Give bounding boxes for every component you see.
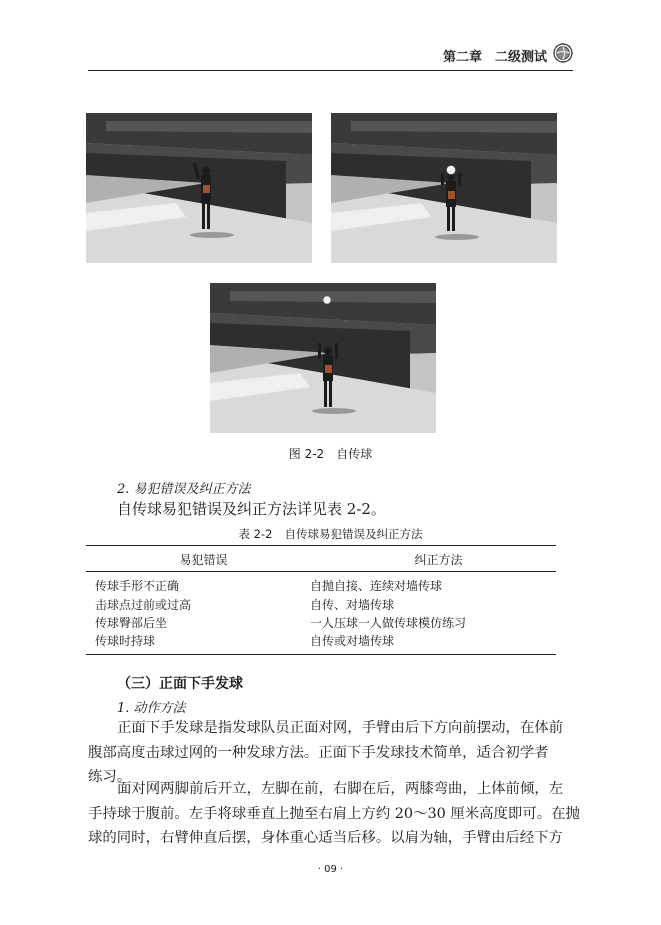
table-row — [86, 577, 556, 596]
table-row — [86, 632, 556, 651]
section-heading: （三）正面下手发球 — [117, 676, 243, 692]
table-row — [86, 614, 556, 633]
volleyball-emblem-icon — [553, 43, 573, 63]
figure-label: 图 2-2 — [288, 447, 325, 461]
photo-set-position — [86, 113, 312, 263]
paragraph-line: 腹部高度击球过网的一种发球方法。正面下手发球技术简单，适合初学者 — [88, 744, 549, 761]
fix-cell: 一人压球一人做传球模仿练习 — [310, 616, 467, 630]
table-bottom-rule — [86, 654, 556, 655]
table-top-rule — [86, 545, 556, 546]
table-header-rule — [86, 571, 556, 572]
table-label: 表 2-2 — [238, 527, 273, 541]
page-number: · 09 · — [317, 864, 344, 875]
photo-contact-ball — [331, 113, 557, 263]
error-cell: 击球点过前或过高 — [95, 598, 192, 612]
paragraph-line: 面对网两脚前后开立，左脚在前，右脚在后，两膝弯曲，上体前倾，左 — [117, 781, 564, 797]
error-cell: 传球臀部后坐 — [95, 616, 168, 630]
fix-cell: 自抛自接、连续对墙传球 — [310, 579, 443, 593]
table-reference-text: 自传球易犯错误及纠正方法详见表 2-2。 — [117, 500, 386, 518]
column-header-fix: 纠正方法 — [414, 553, 463, 567]
chapter-title: 第二章 二级测试 — [442, 50, 547, 65]
running-header — [88, 42, 573, 71]
method-subheading: 1. 动作方法 — [117, 701, 186, 716]
paragraph-technique — [88, 777, 580, 851]
photo-follow-through — [210, 283, 436, 433]
errors-subheading: 2. 易犯错误及纠正方法 — [117, 482, 251, 497]
figure-caption — [0, 445, 661, 462]
paragraph-line: 正面下手发球是指发球队员正面对网，手臂由后下方向前摆动，在体前 — [117, 720, 564, 736]
table-row — [86, 596, 556, 615]
error-cell: 传球手形不正确 — [95, 579, 180, 593]
fix-cell: 自传、对墙传球 — [310, 598, 395, 612]
error-cell: 传球时持球 — [95, 634, 156, 648]
paragraph-line: 练习。 — [88, 769, 132, 785]
fix-cell: 自传或对墙传球 — [310, 634, 395, 648]
paragraph-line: 手持球于腹前。左手将球垂直上抛至右肩上方约 20～30 厘米高度即可。在抛 — [88, 805, 580, 822]
table-title: 自传球易犯错误及纠正方法 — [284, 527, 423, 541]
figure-title: 自传球 — [336, 447, 373, 461]
column-header-error: 易犯错误 — [179, 553, 228, 567]
table-caption — [0, 526, 661, 542]
paragraph-line: 球的同时，右臂伸直后摆，身体重心适当后移。以肩为轴，手臂由后经下方 — [88, 830, 563, 846]
